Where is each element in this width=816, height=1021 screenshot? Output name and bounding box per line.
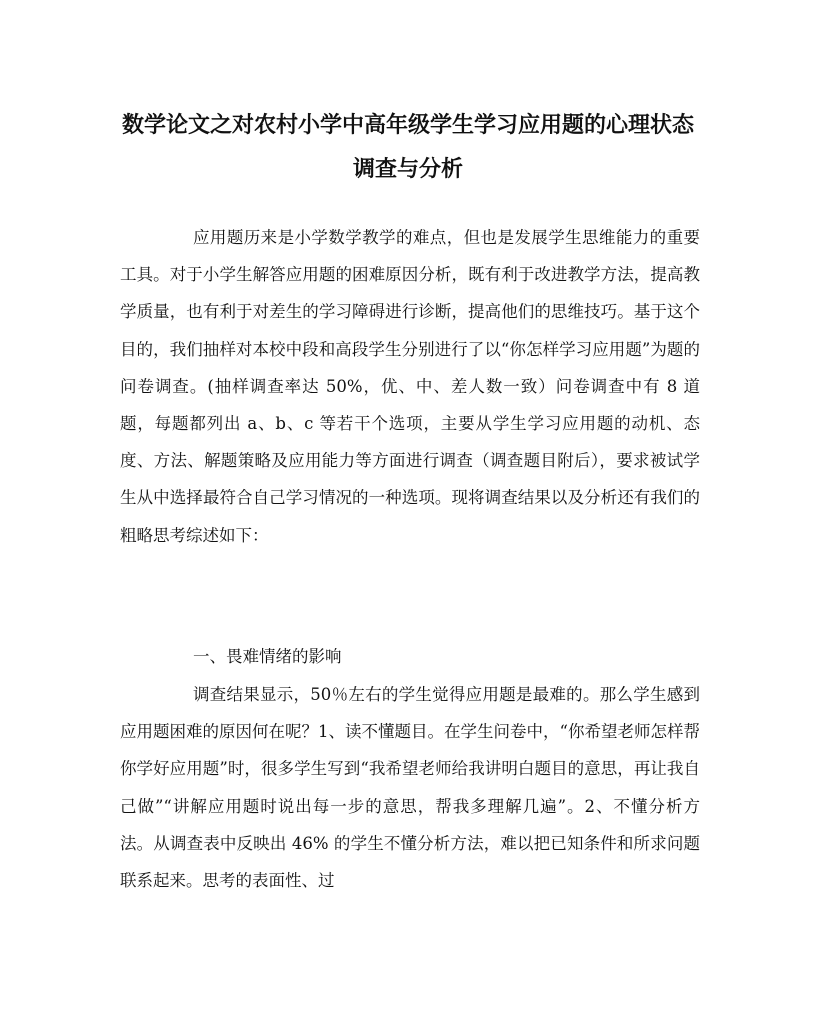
document-title: 数学论文之对农村小学中高年级学生学习应用题的心理状态调查与分析 [121, 113, 694, 182]
section-heading: 一、畏难情绪的影响 [193, 647, 342, 666]
section-paragraph: 调查结果显示，50％左右的学生觉得应用题是最难的。那么学生感到应用题困难的原因何在呢？1、读不懂题目。在学生问卷中，“你希望老师怎样帮你学好应用题”时，很多学生写到“我希望老师给我讲明白题目的意思，再让我自己做”“讲解应用题时说出每一步的意思，帮我多理解几遍”。2、不懂分析方法。从调查表中反映出 46% 的学生不懂分析方法，难以把已知条件和所求问题联系起来。思考的表面性、过 [120, 685, 700, 891]
intro-paragraph: 应用题历来是小学数学教学的难点，但也是发展学生思维能力的重要工具。对于小学生解答应用题的困难原因分析，既有利于改进教学方法，提高教学质量，也有利于对差生的学习障碍进行诊断，提高他们的思维技巧。基于这个目的，我们抽样对本校中段和高段学生分别进行了以“你怎样学习应用题”为题的问卷调查。(抽样调查率达 50%，优、中、差人数一致）问卷调查中有 8 道题，每题都列出 a、b、c 等若干个选项，主要从学生学习应用题的动机、态度、方法、解题策略及应用能力等方面进行调查（调查题目附后），要求被试学生从中选择最符合自己学习情况的一种选项。现将调查结果以及分析还有我们的粗略思考综述如下： [120, 228, 700, 545]
